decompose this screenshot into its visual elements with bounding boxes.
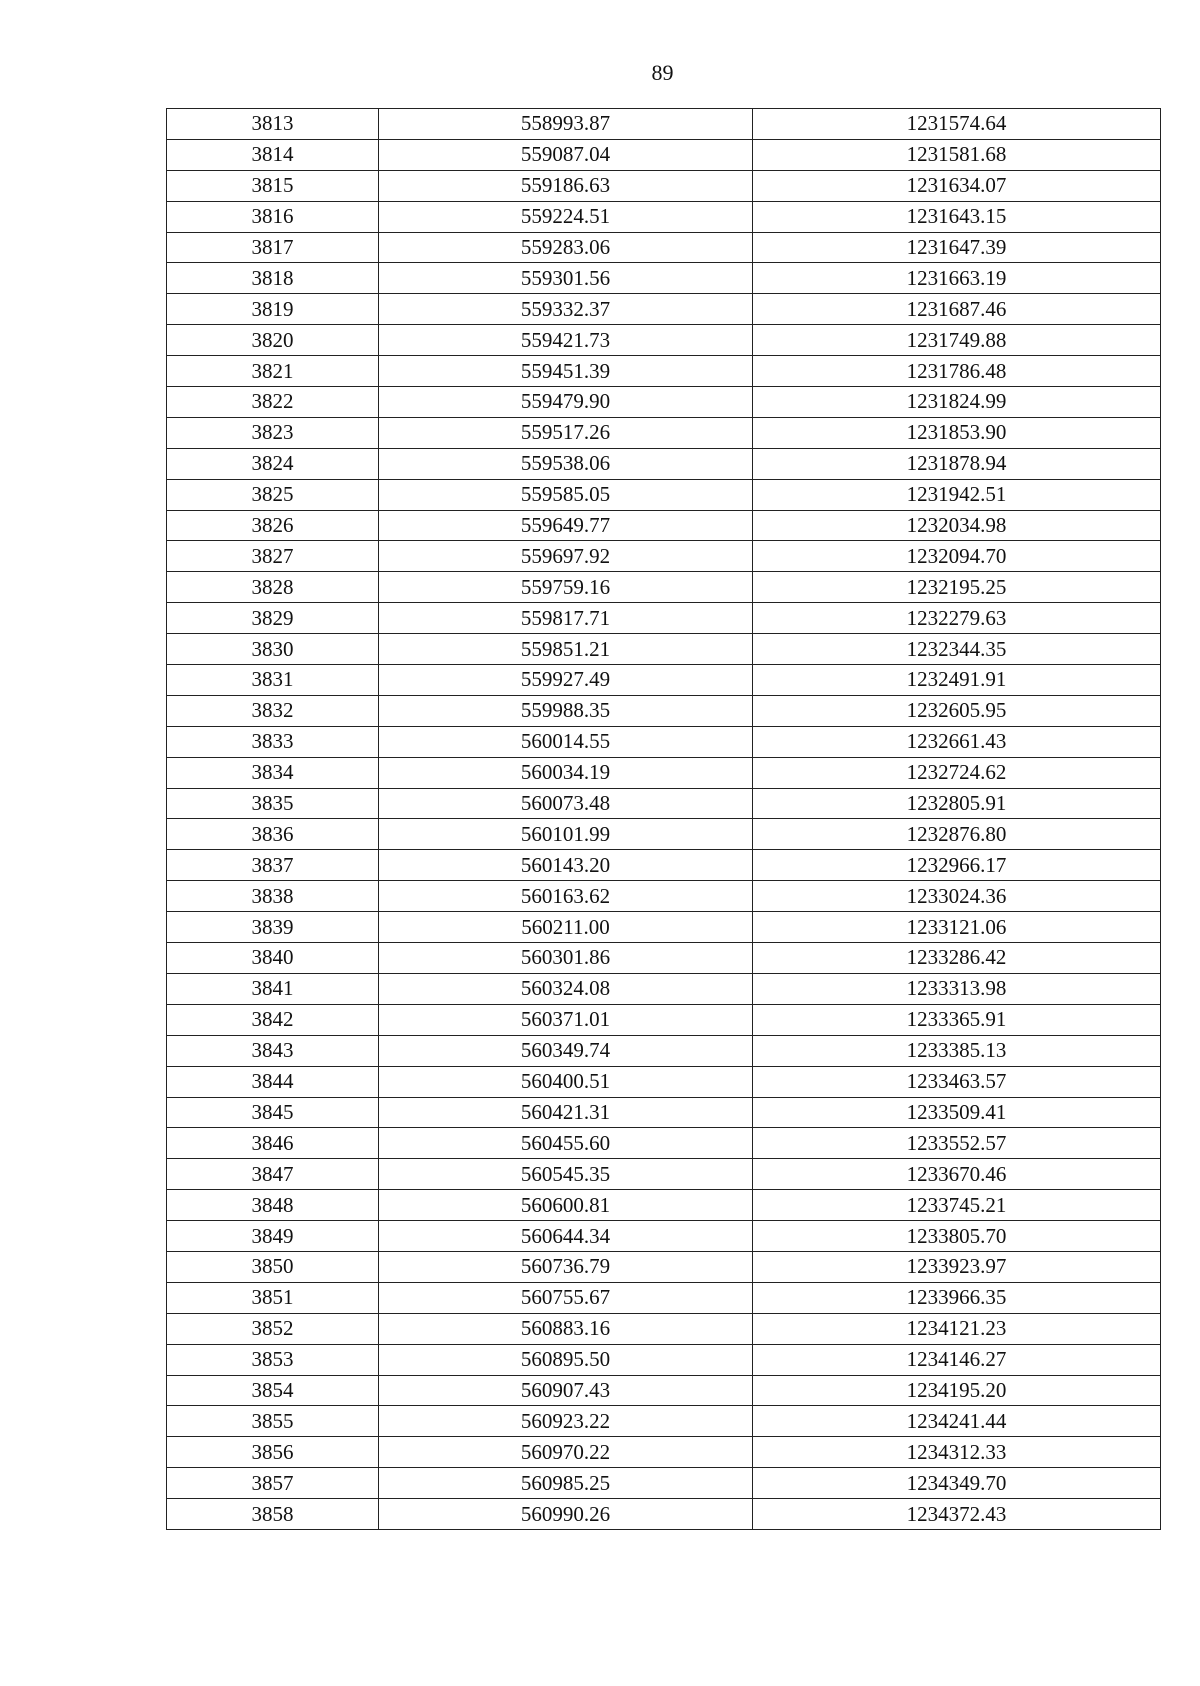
y-coordinate-cell: 1233552.57	[753, 1128, 1161, 1159]
table-row	[167, 1190, 1161, 1221]
table-row	[167, 943, 1161, 974]
table-row	[167, 973, 1161, 1004]
point-number-cell: 3818	[167, 263, 379, 294]
y-coordinate-cell: 1232195.25	[753, 572, 1161, 603]
table-row	[167, 912, 1161, 943]
point-number-cell: 3846	[167, 1128, 379, 1159]
point-number-cell: 3826	[167, 510, 379, 541]
y-coordinate-cell: 1231786.48	[753, 356, 1161, 387]
x-coordinate-cell: 559224.51	[379, 201, 753, 232]
y-coordinate-cell: 1232034.98	[753, 510, 1161, 541]
y-coordinate-cell: 1231687.46	[753, 294, 1161, 325]
y-coordinate-cell: 1231942.51	[753, 479, 1161, 510]
y-coordinate-cell: 1231643.15	[753, 201, 1161, 232]
y-coordinate-cell: 1233313.98	[753, 973, 1161, 1004]
y-coordinate-cell: 1231878.94	[753, 448, 1161, 479]
x-coordinate-cell: 560600.81	[379, 1190, 753, 1221]
point-number-cell: 3840	[167, 943, 379, 974]
table-row	[167, 232, 1161, 263]
x-coordinate-cell: 560990.26	[379, 1499, 753, 1530]
point-number-cell: 3855	[167, 1406, 379, 1437]
y-coordinate-cell: 1234195.20	[753, 1375, 1161, 1406]
x-coordinate-cell: 560163.62	[379, 881, 753, 912]
x-coordinate-cell: 560895.50	[379, 1344, 753, 1375]
y-coordinate-cell: 1232724.62	[753, 757, 1161, 788]
table-row	[167, 1313, 1161, 1344]
y-coordinate-cell: 1232966.17	[753, 850, 1161, 881]
y-coordinate-cell: 1231647.39	[753, 232, 1161, 263]
y-coordinate-cell: 1232344.35	[753, 634, 1161, 665]
table-row	[167, 603, 1161, 634]
table-row	[167, 1159, 1161, 1190]
point-number-cell: 3824	[167, 448, 379, 479]
x-coordinate-cell: 560349.74	[379, 1035, 753, 1066]
table-row	[167, 1282, 1161, 1313]
table-row	[167, 1344, 1161, 1375]
table-row	[167, 695, 1161, 726]
x-coordinate-cell: 560644.34	[379, 1221, 753, 1252]
table-row	[167, 850, 1161, 881]
table-row	[167, 819, 1161, 850]
table-row	[167, 634, 1161, 665]
x-coordinate-cell: 559759.16	[379, 572, 753, 603]
point-number-cell: 3829	[167, 603, 379, 634]
y-coordinate-cell: 1233121.06	[753, 912, 1161, 943]
x-coordinate-cell: 560034.19	[379, 757, 753, 788]
y-coordinate-cell: 1234121.23	[753, 1313, 1161, 1344]
table-row	[167, 1437, 1161, 1468]
y-coordinate-cell: 1231824.99	[753, 387, 1161, 418]
table-row	[167, 1097, 1161, 1128]
point-number-cell: 3850	[167, 1251, 379, 1282]
y-coordinate-cell: 1233805.70	[753, 1221, 1161, 1252]
y-coordinate-cell: 1232661.43	[753, 726, 1161, 757]
x-coordinate-cell: 560985.25	[379, 1468, 753, 1499]
table-row	[167, 294, 1161, 325]
y-coordinate-cell: 1233024.36	[753, 881, 1161, 912]
y-coordinate-cell: 1233923.97	[753, 1251, 1161, 1282]
x-coordinate-cell: 560101.99	[379, 819, 753, 850]
table-row	[167, 1004, 1161, 1035]
y-coordinate-cell: 1233463.57	[753, 1066, 1161, 1097]
y-coordinate-cell: 1231574.64	[753, 109, 1161, 140]
y-coordinate-cell: 1234349.70	[753, 1468, 1161, 1499]
point-number-cell: 3828	[167, 572, 379, 603]
point-number-cell: 3815	[167, 170, 379, 201]
y-coordinate-cell: 1231634.07	[753, 170, 1161, 201]
table-row	[167, 263, 1161, 294]
table-row	[167, 788, 1161, 819]
y-coordinate-cell: 1232279.63	[753, 603, 1161, 634]
table-row	[167, 726, 1161, 757]
table-row	[167, 201, 1161, 232]
point-number-cell: 3825	[167, 479, 379, 510]
point-number-cell: 3816	[167, 201, 379, 232]
table-row	[167, 572, 1161, 603]
x-coordinate-cell: 560883.16	[379, 1313, 753, 1344]
point-number-cell: 3847	[167, 1159, 379, 1190]
table-row	[167, 387, 1161, 418]
x-coordinate-cell: 560970.22	[379, 1437, 753, 1468]
point-number-cell: 3853	[167, 1344, 379, 1375]
y-coordinate-cell: 1231663.19	[753, 263, 1161, 294]
point-number-cell: 3851	[167, 1282, 379, 1313]
x-coordinate-cell: 560143.20	[379, 850, 753, 881]
x-coordinate-cell: 560014.55	[379, 726, 753, 757]
table-row	[167, 109, 1161, 140]
table-row	[167, 1406, 1161, 1437]
x-coordinate-cell: 560736.79	[379, 1251, 753, 1282]
x-coordinate-cell: 559927.49	[379, 665, 753, 696]
coordinate-table	[166, 108, 1161, 1530]
x-coordinate-cell: 560755.67	[379, 1282, 753, 1313]
x-coordinate-cell: 559538.06	[379, 448, 753, 479]
table-row	[167, 757, 1161, 788]
x-coordinate-cell: 559283.06	[379, 232, 753, 263]
x-coordinate-cell: 560211.00	[379, 912, 753, 943]
y-coordinate-cell: 1233745.21	[753, 1190, 1161, 1221]
y-coordinate-cell: 1232605.95	[753, 695, 1161, 726]
point-number-cell: 3845	[167, 1097, 379, 1128]
x-coordinate-cell: 559087.04	[379, 139, 753, 170]
x-coordinate-cell: 560324.08	[379, 973, 753, 1004]
point-number-cell: 3813	[167, 109, 379, 140]
point-number-cell: 3857	[167, 1468, 379, 1499]
x-coordinate-cell: 559186.63	[379, 170, 753, 201]
x-coordinate-cell: 560455.60	[379, 1128, 753, 1159]
table-row	[167, 541, 1161, 572]
table-row	[167, 325, 1161, 356]
y-coordinate-cell: 1234146.27	[753, 1344, 1161, 1375]
x-coordinate-cell: 559421.73	[379, 325, 753, 356]
x-coordinate-cell: 559301.56	[379, 263, 753, 294]
x-coordinate-cell: 560400.51	[379, 1066, 753, 1097]
point-number-cell: 3835	[167, 788, 379, 819]
point-number-cell: 3823	[167, 417, 379, 448]
y-coordinate-cell: 1232876.80	[753, 819, 1161, 850]
point-number-cell: 3833	[167, 726, 379, 757]
x-coordinate-cell: 559649.77	[379, 510, 753, 541]
table-row	[167, 417, 1161, 448]
x-coordinate-cell: 560073.48	[379, 788, 753, 819]
table-row	[167, 1499, 1161, 1530]
y-coordinate-cell: 1234241.44	[753, 1406, 1161, 1437]
table-body	[167, 109, 1161, 1530]
point-number-cell: 3837	[167, 850, 379, 881]
y-coordinate-cell: 1233286.42	[753, 943, 1161, 974]
x-coordinate-cell: 560545.35	[379, 1159, 753, 1190]
point-number-cell: 3839	[167, 912, 379, 943]
x-coordinate-cell: 559517.26	[379, 417, 753, 448]
table-row	[167, 1468, 1161, 1499]
point-number-cell: 3814	[167, 139, 379, 170]
y-coordinate-cell: 1232805.91	[753, 788, 1161, 819]
table-row	[167, 1128, 1161, 1159]
x-coordinate-cell: 560907.43	[379, 1375, 753, 1406]
point-number-cell: 3822	[167, 387, 379, 418]
x-coordinate-cell: 559697.92	[379, 541, 753, 572]
y-coordinate-cell: 1233670.46	[753, 1159, 1161, 1190]
point-number-cell: 3836	[167, 819, 379, 850]
x-coordinate-cell: 559817.71	[379, 603, 753, 634]
x-coordinate-cell: 559988.35	[379, 695, 753, 726]
y-coordinate-cell: 1234312.33	[753, 1437, 1161, 1468]
x-coordinate-cell: 560923.22	[379, 1406, 753, 1437]
y-coordinate-cell: 1231853.90	[753, 417, 1161, 448]
y-coordinate-cell: 1232491.91	[753, 665, 1161, 696]
point-number-cell: 3838	[167, 881, 379, 912]
point-number-cell: 3854	[167, 1375, 379, 1406]
point-number-cell: 3844	[167, 1066, 379, 1097]
y-coordinate-cell: 1233509.41	[753, 1097, 1161, 1128]
y-coordinate-cell: 1232094.70	[753, 541, 1161, 572]
point-number-cell: 3858	[167, 1499, 379, 1530]
x-coordinate-cell: 558993.87	[379, 109, 753, 140]
table-row	[167, 356, 1161, 387]
table-row	[167, 1066, 1161, 1097]
x-coordinate-cell: 559332.37	[379, 294, 753, 325]
point-number-cell: 3817	[167, 232, 379, 263]
point-number-cell: 3820	[167, 325, 379, 356]
page-number: 89	[651, 60, 674, 85]
table-row	[167, 479, 1161, 510]
y-coordinate-cell: 1233966.35	[753, 1282, 1161, 1313]
point-number-cell: 3827	[167, 541, 379, 572]
table-row	[167, 881, 1161, 912]
point-number-cell: 3852	[167, 1313, 379, 1344]
table-row	[167, 139, 1161, 170]
table-row	[167, 1251, 1161, 1282]
point-number-cell: 3819	[167, 294, 379, 325]
y-coordinate-cell: 1231749.88	[753, 325, 1161, 356]
table-row	[167, 448, 1161, 479]
table-row	[167, 510, 1161, 541]
point-number-cell: 3848	[167, 1190, 379, 1221]
point-number-cell: 3842	[167, 1004, 379, 1035]
table-row	[167, 170, 1161, 201]
table-row	[167, 1221, 1161, 1252]
point-number-cell: 3841	[167, 973, 379, 1004]
point-number-cell: 3831	[167, 665, 379, 696]
x-coordinate-cell: 559851.21	[379, 634, 753, 665]
x-coordinate-cell: 560301.86	[379, 943, 753, 974]
point-number-cell: 3830	[167, 634, 379, 665]
x-coordinate-cell: 559479.90	[379, 387, 753, 418]
y-coordinate-cell: 1233365.91	[753, 1004, 1161, 1035]
point-number-cell: 3832	[167, 695, 379, 726]
x-coordinate-cell: 559585.05	[379, 479, 753, 510]
point-number-cell: 3856	[167, 1437, 379, 1468]
x-coordinate-cell: 559451.39	[379, 356, 753, 387]
y-coordinate-cell: 1231581.68	[753, 139, 1161, 170]
y-coordinate-cell: 1233385.13	[753, 1035, 1161, 1066]
x-coordinate-cell: 560371.01	[379, 1004, 753, 1035]
y-coordinate-cell: 1234372.43	[753, 1499, 1161, 1530]
table-row	[167, 1375, 1161, 1406]
point-number-cell: 3821	[167, 356, 379, 387]
point-number-cell: 3849	[167, 1221, 379, 1252]
table-row	[167, 665, 1161, 696]
x-coordinate-cell: 560421.31	[379, 1097, 753, 1128]
table-row	[167, 1035, 1161, 1066]
point-number-cell: 3843	[167, 1035, 379, 1066]
point-number-cell: 3834	[167, 757, 379, 788]
